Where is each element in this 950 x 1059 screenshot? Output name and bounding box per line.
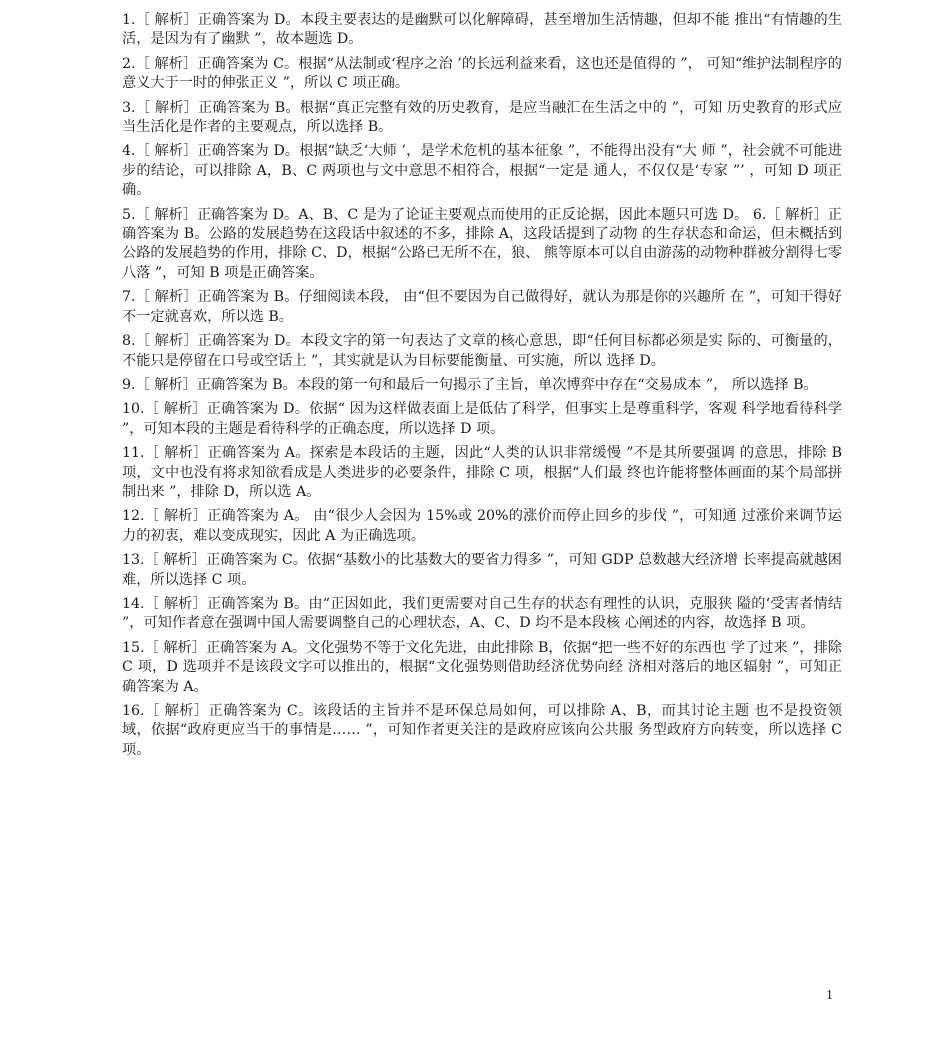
answer-paragraph-10: 10.［ 解析］正确答案为 D。依据“ 因为这样做表面上是低估了科学，但事实上是尊重科学，客观 科学地看待科学 ”，可知本段的主题是看待科学的正确态度，所以选择 D 项。: [122, 401, 847, 437]
answer-paragraph-15: 15.［ 解析］正确答案为 A。文化强势不等于文化先进，由此排除 B，依据“把一些不好的东西也 学了过来 ”，排除 C 项，D 选项并不是该段文字可以推出的，根据“文化强势则借助经济优势向经 济相对落后的地区辐射 ”，可知正确答案为 A。: [122, 639, 847, 695]
page-number: 1: [826, 988, 833, 1003]
answer-paragraph-3: 3.［ 解析］正确答案为 B。根据“真正完整有效的历史教育，是应当融汇在生活之中的 ”，可知 历史教育的形式应当生活化是作者的主要观点，所以选择 B。: [122, 99, 842, 136]
answer-paragraph-5-6: 5.［ 解析］正确答案为 D。A、B、C 是为了论证主要观点而使用的正反论据，因此本题只可选 D。 6.［ 解析］正确答案为 B。公路的发展趋势在这段话中叙述的不多，排除 A，这段话提到了动物 的生存状态和命运，但未概括到公路的发展趋势的作用，排除 C、D，根据“公路已无所不在，狼、 熊等原本可以自由游荡的动物种群被分割得七零八落 ”，可知 B 项是正确答案。: [122, 206, 842, 281]
answer-paragraph-14: 14.［ 解析］正确答案为 B。由“正因如此，我们更需要对自己生存的状态有理性的认识，克服狭 隘的‘受害者情结 ”，可知作者意在强调中国人需要调整自己的心理状态，A、C、D 均不是本段核 心阐述的内容，故选择 B 项。: [122, 595, 847, 632]
answer-paragraph-9: 9.［ 解析］正确答案为 B。本段的第一句和最后一句揭示了主旨，单次博弈中存在“交易成本 ”， 所以选择 B。: [122, 376, 818, 393]
answer-paragraph-8: 8.［ 解析］正确答案为 D。本段文字的第一句表达了文章的核心意思，即“任何目标都必须是实 际的、可衡量的，不能只是停留在口号或空话上 ”，其实就是认为目标要能衡量、可实施，所以 选择 D。: [122, 333, 842, 369]
answer-paragraph-4: 4.［ 解析］正确答案为 D。根据“缺乏‘大师 ’，是学术危机的基本征象 ”，不能得出没有“大 师 ”，社会就不可能进步的结论，可以排除 A，B、C 两项也与文中意思不相符合，根据“一定是 通人，不仅仅是‘专家 ”’ ，可知 D 项正确。: [122, 143, 842, 199]
answer-paragraph-13: 13.［ 解析］正确答案为 C。依据“基数小的比基数大的要省力得多 ”，可知 GDP 总数越大经济增 长率提高就越困难，所以选择 C 项。: [122, 552, 842, 588]
answer-paragraph-12: 12.［ 解析］正确答案为 A。 由“很少人会因为 15%或 20%的涨价而停止回乡的步伐 ”，可知通 过涨价来调节运力的初衷，难以变成现实，因此 A 为正确选项。: [122, 508, 842, 544]
document-body: [122, 11, 847, 765]
answer-paragraph-7: 7.［ 解析］正确答案为 B。仔细阅读本段， 由“但不要因为自己做得好，就认为那是你的兴趣所 在 ”，可知干得好不一定就喜欢，所以选 B。: [122, 289, 842, 325]
answer-paragraph-16: 16.［ 解析］正确答案为 C。该段话的主旨并不是环保总局如何，可以排除 A、B，而其讨论主题 也不是投资领域，依据“政府更应当干的事情是…… ”，可知作者更关注的是政府应该向公共服 务型政府方向转变，所以选择 C 项。: [122, 703, 847, 758]
answer-paragraph-1: 1.［ 解析］正确答案为 D。本段主要表达的是幽默可以化解障碍，甚至增加生活情趣，但却不能 推出“有情趣的生活，是因为有了幽默 ”，故本题选 D。: [122, 12, 842, 48]
answer-paragraph-11: 11.［ 解析］正确答案为 A。探索是本段话的主题，因此“人类的认识非常缓慢 ”不是其所要强调 的意思，排除 B 项，文中也没有将求知欲看成是人类进步的必要条件，排除 C 项，根据“人们最 终也许能将整体画面的某个局部拼制出来 ”，排除 D，所以选 A。: [122, 445, 847, 500]
answer-paragraph-2: 2.［ 解析］正确答案为 C。根据“从法制或‘程序之治 ’的长远利益来看，这也还是值得的 ”， 可知“维护法制程序的意义大于一时的伸张正义 ”，所以 C 项正确。: [122, 55, 842, 92]
